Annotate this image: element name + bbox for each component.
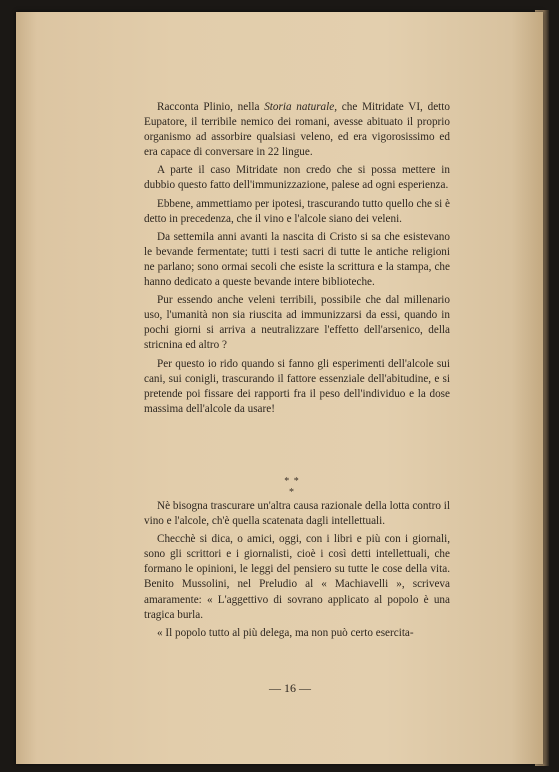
text-run: Racconta Plinio, nella — [157, 101, 265, 113]
italic-title: Preludio — [259, 578, 298, 591]
page-number: — 16 — — [269, 681, 311, 695]
paragraph — [144, 532, 450, 623]
text-section-2 — [144, 499, 450, 644]
text-section-1 — [144, 100, 450, 420]
italic-title: Storia naturale, — [264, 101, 338, 113]
text-run: che Mitridate VI, detto Eupatore, il terribile nemico dei romani, avesse abituato il proprio organismo ad assorbire qualsiasi veleno, ed era vigorosissimo ed era capace di conversare in 22 lingue. — [144, 101, 450, 159]
paragraph: Da settemila anni avanti la nascita di Cristo si sa che esistevano le bevande fermentate; tutti i testi sacri di tutte le antiche religioni ne parlano; sono ormai secoli che esiste la scrittura e la stampa, che hanno dedicato a queste bevande intere biblioteche. — [144, 230, 450, 289]
text-run: Nè bisogna trascurare un'altra causa razionale della lotta contro il vino e l'alcole, ch'è quella scatenata dagli — [144, 500, 450, 528]
section-separator: * * * — [284, 476, 300, 498]
paragraph: Ebbene, ammettiamo per ipotesi, trascurando tutto quello che si è detto in precedenza, che il vino e l'alcole siano dei veleni. — [144, 197, 450, 225]
text-run: al « Machiavelli », scriveva amaramente: « L'aggettivo di sovrano applicato al popolo è una tragica burla. — [144, 578, 450, 621]
italic-word: intellettuali. — [331, 515, 386, 528]
paragraph — [144, 100, 450, 160]
paragraph: Per questo io rido quando si fanno gli esperimenti dell'alcole sui cani, sui conigli, trascurando il fattore essenziale dell'abitudine, e si pretende poi fissare dei rapporti fra il peso dell'individuo e la dose massima dell'alcole da usare! — [144, 357, 450, 415]
paragraph: Pur essendo anche veleni terribili, possibile che dal millenario uso, l'umanità non sia riuscita ad immunizzarsi da essi, quando in pochi giorni si arriva a neutralizzare l'effetto dell'arsenico, della stricnina ed altro ? — [144, 294, 450, 352]
paragraph: « Il popolo tutto al più delega, ma non può certo esercita- — [157, 626, 414, 639]
paragraph — [144, 499, 450, 529]
text-run: Checchè si dica, o amici, oggi, con i libri e più con i giornali, sono gli scrittori e i giornalisti, cioè i così detti intellettuali, che formano le opinioni, le leggi del pensiero su tutte le cose della vita. Benito Mussolini, nel — [144, 533, 450, 591]
paragraph: A parte il caso Mitridate non credo che si possa mettere in dubbio questo fatto dell'immunizzazione, palese ad ogni esperienza. — [144, 164, 450, 192]
